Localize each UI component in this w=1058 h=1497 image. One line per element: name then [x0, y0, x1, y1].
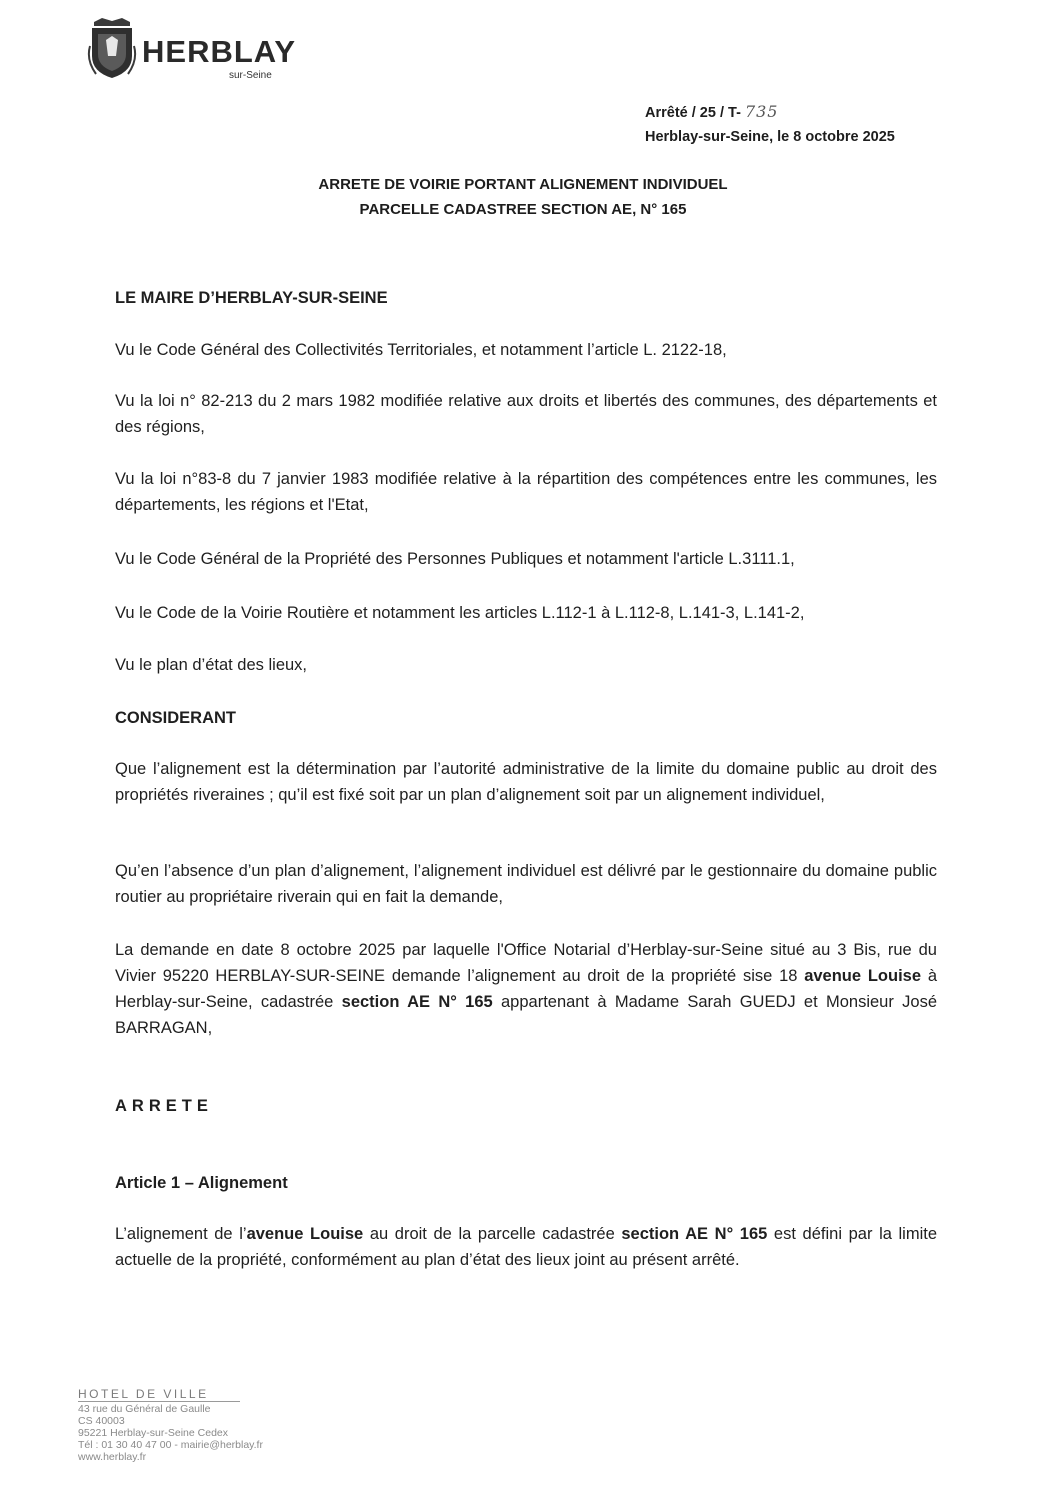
considerant-3-text-c: appartenant à Madame Sarah GUEDJ et Monsieur José BARRAGAN,	[115, 993, 938, 1037]
footer-street: 43 rue du Général de Gaulle	[78, 1403, 211, 1415]
article-1-street: avenue Louise	[246, 1225, 364, 1243]
article-1-text-b: au droit de la parcelle cadastrée	[363, 1225, 622, 1243]
considerant-3-street: avenue Louise	[804, 967, 922, 985]
considerant-heading: CONSIDERANT	[115, 709, 237, 727]
article-1-text-c: est défini par la limite actuelle de la propriété, conformément au plan d’état des lieux joint au présent arrêté.	[115, 1225, 938, 1269]
title-line-1: ARRETE DE VOIRIE PORTANT ALIGNEMENT INDIVIDUEL	[318, 176, 728, 193]
title-line-2: PARCELLE CADASTREE SECTION AE, N° 165	[359, 201, 687, 218]
coat-of-arms-icon	[86, 16, 138, 80]
footer-cs: CS 40003	[78, 1415, 125, 1427]
article-1-heading: Article 1 – Alignement	[115, 1174, 288, 1192]
visa-2: Vu la loi n° 82-213 du 2 mars 1982 modifiée relative aux droits et libertés des communes, des départements et des régions,	[115, 392, 937, 436]
city-logo	[86, 14, 306, 84]
footer-city: 95221 Herblay-sur-Seine Cedex	[78, 1427, 228, 1439]
article-1-text	[115, 1221, 937, 1273]
visa-4: Vu le Code Général de la Propriété des Personnes Publiques et notamment l'article L.3111.1,	[115, 550, 795, 568]
place-and-date: Herblay-sur-Seine, le 8 octobre 2025	[645, 129, 895, 145]
considerant-1: Que l’alignement est la détermination par l’autorité administrative de la limite du domaine public au droit des propriétés riveraines ; qu’il est fixé soit par un plan d’alignement soit par un alignement individuel,	[115, 760, 937, 804]
footer-contact: Tél : 01 30 40 47 00 - mairie@herblay.fr	[78, 1439, 263, 1451]
considerant-3-text-a: La demande en date 8 octobre 2025 par laquelle l'Office Notarial d’Herblay-sur-Seine situé au 3 Bis, rue du Vivier 95220 HERBLAY-SUR-SEINE demande l’alignement au droit de la propriété sise 18	[115, 941, 937, 985]
footer-website: www.herblay.fr	[78, 1451, 147, 1463]
document-title	[0, 172, 1058, 222]
visa-1: Vu le Code Général des Collectivités Territoriales, et notamment l’article L. 2122-18,	[115, 341, 727, 359]
visa-6: Vu le plan d’état des lieux,	[115, 656, 308, 674]
footer-title: HOTEL DE VILLE	[78, 1388, 240, 1402]
considerant-3-text-b: à Herblay-sur-Seine, cadastrée	[115, 967, 937, 1011]
article-1-text-a: L’alignement de l’	[115, 1225, 247, 1243]
decree-number-line	[645, 100, 895, 125]
article-1-parcel: section AE N° 165	[621, 1225, 768, 1243]
visa-3: Vu la loi n°83-8 du 7 janvier 1983 modifiée relative à la répartition des compétences entre les communes, les départements, les régions et l'Etat,	[115, 470, 937, 514]
authority-heading: LE MAIRE D’HERBLAY-SUR-SEINE	[115, 289, 388, 307]
decree-number-handwritten: 735	[744, 102, 779, 121]
decree-number-prefix: Arrêté / 25 / T-	[645, 105, 741, 121]
logo-name: HERBLAY	[142, 34, 296, 69]
considerant-2: Qu’en l’absence d’un plan d’alignement, l’alignement individuel est délivré par le gestionnaire du domaine public routier au propriétaire riverain qui en fait la demande,	[115, 862, 937, 906]
footer-address	[78, 1388, 398, 1463]
considerant-3	[115, 937, 937, 1041]
arrete-heading: ARRETE	[115, 1097, 213, 1115]
visa-5: Vu le Code de la Voirie Routière et notamment les articles L.112-1 à L.112-8, L.141-3, L.141-2,	[115, 604, 805, 622]
decree-reference	[645, 100, 895, 149]
logo-subtitle: sur-Seine	[229, 70, 272, 81]
considerant-3-parcel: section AE N° 165	[341, 993, 493, 1011]
